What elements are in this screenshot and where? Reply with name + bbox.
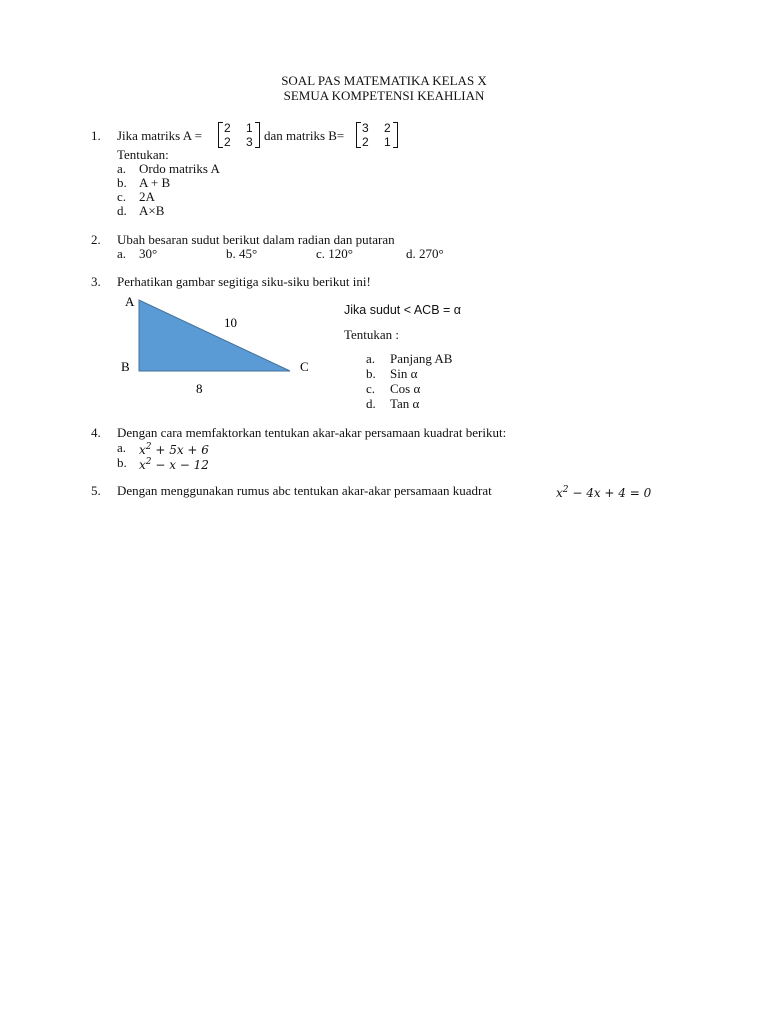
eq-exponent: 2 bbox=[145, 457, 152, 467]
item-letter: b. bbox=[366, 366, 376, 381]
right-triangle-figure bbox=[121, 294, 320, 405]
item-letter: a. bbox=[117, 440, 127, 455]
item-letter: d. bbox=[366, 396, 376, 411]
option-c: c. 120° bbox=[316, 246, 353, 261]
question-number: 3. bbox=[91, 274, 101, 289]
matrix-cell: 3 bbox=[362, 121, 369, 135]
eq-base: x bbox=[139, 443, 146, 457]
question-text: Perhatikan gambar segitiga siku-siku berikut ini! bbox=[117, 274, 371, 289]
hypotenuse-length: 10 bbox=[224, 315, 237, 330]
eq-base: x bbox=[556, 486, 563, 500]
vertex-label-c: C bbox=[300, 359, 309, 374]
vertex-label-a: A bbox=[125, 294, 135, 309]
item-text: Sin α bbox=[390, 366, 418, 381]
item-letter: a. bbox=[117, 161, 127, 176]
option-d: d. 270° bbox=[406, 246, 444, 261]
title-line-1: SOAL PAS MATEMATIKA KELAS X bbox=[281, 73, 487, 88]
matrix-cell: 2 bbox=[362, 135, 369, 149]
equation-b bbox=[139, 455, 209, 473]
equation-q5 bbox=[556, 483, 651, 501]
question-number: 2. bbox=[91, 232, 101, 247]
vertex-label-b: B bbox=[121, 359, 130, 374]
eq-rest: − 4x + 4 = 0 bbox=[568, 486, 652, 500]
question-number: 1. bbox=[91, 128, 101, 143]
matrix-cell: 1 bbox=[246, 121, 253, 135]
title-line-2: SEMUA KOMPETENSI KEAHLIAN bbox=[283, 88, 485, 103]
item-letter: c. bbox=[117, 189, 127, 204]
item-letter: c. bbox=[366, 381, 376, 396]
question-text: Dengan cara memfaktorkan tentukan akar-akar persamaan kuadrat berikut: bbox=[117, 425, 507, 440]
option-letter: a. bbox=[117, 246, 127, 261]
question-text: Ubah besaran sudut berikut dalam radian dan putaran bbox=[117, 232, 395, 247]
eq-exponent: 2 bbox=[145, 442, 152, 452]
matrix-cell: 1 bbox=[384, 135, 391, 149]
item-text: Cos α bbox=[390, 381, 421, 396]
question-text: dan matriks B= bbox=[264, 128, 345, 143]
triangle-shape bbox=[139, 300, 290, 371]
base-length: 8 bbox=[196, 381, 203, 396]
matrix-cell: 2 bbox=[224, 121, 231, 135]
item-text: A + B bbox=[139, 175, 171, 190]
option-b: b. 45° bbox=[226, 246, 258, 261]
eq-exponent: 2 bbox=[562, 485, 569, 495]
question-text: Dengan menggunakan rumus abc tentukan akar-akar persamaan kuadrat bbox=[117, 483, 492, 498]
tentukan-label: Tentukan: bbox=[117, 147, 169, 162]
item-text: Ordo matriks A bbox=[139, 161, 220, 176]
tentukan-label: Tentukan : bbox=[344, 327, 400, 342]
eq-rest: − x − 12 bbox=[151, 458, 209, 472]
item-text: Tan α bbox=[390, 396, 420, 411]
item-letter: a. bbox=[366, 351, 376, 366]
item-text: Panjang AB bbox=[390, 351, 453, 366]
angle-condition: Jika sudut < ACB = α bbox=[344, 303, 462, 317]
item-letter: b. bbox=[117, 175, 127, 190]
question-number: 4. bbox=[91, 425, 101, 440]
matrix-cell: 2 bbox=[384, 121, 391, 135]
question-text: Jika matriks A = bbox=[117, 128, 202, 143]
item-letter: d. bbox=[117, 203, 127, 218]
matrix-cell: 2 bbox=[224, 135, 231, 149]
matrix-a bbox=[218, 122, 260, 148]
item-text: A×B bbox=[139, 203, 165, 218]
matrix-cell: 3 bbox=[246, 135, 253, 149]
item-text: 2A bbox=[139, 189, 155, 204]
item-letter: b. bbox=[117, 455, 127, 470]
option-a: 30° bbox=[139, 246, 158, 261]
eq-rest: + 5x + 6 bbox=[151, 443, 209, 457]
matrix-b bbox=[356, 122, 398, 148]
eq-base: x bbox=[139, 458, 146, 472]
question-number: 5. bbox=[91, 483, 101, 498]
